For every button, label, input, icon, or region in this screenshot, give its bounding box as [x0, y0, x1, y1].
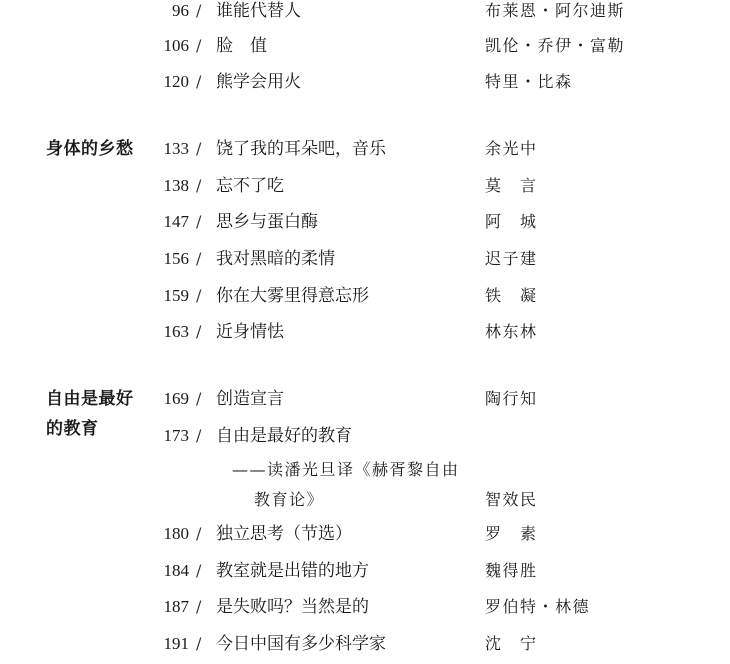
separator: / [196, 212, 202, 231]
entry-title: 脸 值 [216, 36, 267, 56]
toc-entry[interactable] [0, 171, 730, 201]
toc-entry[interactable] [0, 207, 730, 237]
separator: / [196, 286, 202, 305]
separator: / [196, 426, 202, 445]
entry-subtitle: 教育论》 [254, 490, 325, 509]
separator: / [196, 389, 202, 408]
separator: / [196, 524, 202, 543]
section-title-line: 的教育 [46, 419, 99, 439]
entry-title: 教室就是出错的地方 [216, 561, 369, 581]
entry-author: 凯伦・乔伊・富勒 [485, 36, 626, 55]
page-number: 191 [163, 634, 189, 653]
entry-author: 智效民 [485, 490, 538, 509]
page-number: 147 [163, 212, 189, 231]
toc-entry[interactable] [0, 384, 730, 414]
entry-author: 阿 城 [485, 212, 538, 231]
page-number: 156 [163, 249, 189, 268]
entry-author: 布莱恩・阿尔迪斯 [485, 1, 626, 20]
separator: / [196, 322, 202, 341]
entry-title: 近身情怯 [216, 322, 284, 342]
separator: / [196, 249, 202, 268]
separator: / [196, 634, 202, 653]
entry-title: 创造宣言 [216, 389, 284, 409]
entry-title: 你在大雾里得意忘形 [216, 286, 369, 306]
entry-title: 自由是最好的教育 [216, 426, 352, 446]
entry-author: 莫 言 [485, 176, 538, 195]
separator: / [196, 597, 202, 616]
entry-title: 是失败吗？当然是的 [216, 597, 369, 617]
entry-author: 铁 凝 [485, 286, 538, 305]
entry-author: 特里・比森 [485, 72, 573, 91]
entry-title: 忘不了吃 [216, 176, 284, 196]
page-number: 173 [163, 426, 189, 445]
toc-entry[interactable] [0, 629, 730, 659]
entry-title: 谁能代替人 [216, 1, 301, 21]
entry-author: 林东林 [485, 322, 538, 341]
toc-entry[interactable] [0, 592, 730, 622]
toc-entry[interactable] [0, 134, 730, 164]
page-number: 106 [163, 36, 189, 55]
page-number: 138 [163, 176, 189, 195]
entry-author: 魏得胜 [485, 561, 538, 580]
toc-entry[interactable] [0, 281, 730, 311]
separator: / [196, 1, 202, 20]
entry-author: 迟子建 [485, 249, 538, 268]
page-number: 159 [163, 286, 189, 305]
page-number: 96 [172, 1, 189, 20]
page-number: 187 [163, 597, 189, 616]
page-number: 169 [163, 389, 189, 408]
entry-title: 独立思考（节选） [216, 524, 352, 544]
section-title-line: 自由是最好 [46, 389, 134, 409]
toc-entry[interactable] [0, 519, 730, 549]
toc-entry[interactable] [0, 31, 730, 61]
section-title: 身体的乡愁 [46, 139, 134, 159]
page-number: 184 [163, 561, 189, 580]
toc-entry[interactable] [0, 317, 730, 347]
toc-entry[interactable] [0, 67, 730, 97]
entry-title: 今日中国有多少科学家 [216, 634, 386, 654]
entry-author: 罗伯特・林德 [485, 597, 591, 616]
entry-title: 熊学会用火 [216, 72, 301, 92]
entry-author: 陶行知 [485, 389, 538, 408]
toc-entry[interactable] [0, 556, 730, 586]
toc-entry[interactable] [0, 421, 730, 451]
separator: / [196, 36, 202, 55]
page-number: 133 [163, 139, 189, 158]
entry-title: 我对黑暗的柔情 [216, 249, 335, 269]
entry-title: 饶了我的耳朵吧，音乐 [216, 139, 386, 159]
entry-subtitle: ——读潘光旦译《赫胥黎自由 [232, 460, 460, 479]
separator: / [196, 561, 202, 580]
entry-author: 罗 素 [485, 524, 538, 543]
separator: / [196, 176, 202, 195]
toc-entry[interactable] [0, 244, 730, 274]
page-number: 180 [163, 524, 189, 543]
separator: / [196, 72, 202, 91]
entry-author: 沈 宁 [485, 634, 538, 653]
page-number: 120 [163, 72, 189, 91]
page-number: 163 [163, 322, 189, 341]
entry-author: 余光中 [485, 139, 538, 158]
entry-title: 思乡与蛋白酶 [216, 212, 318, 232]
separator: / [196, 139, 202, 158]
toc-entry[interactable] [0, 0, 730, 26]
